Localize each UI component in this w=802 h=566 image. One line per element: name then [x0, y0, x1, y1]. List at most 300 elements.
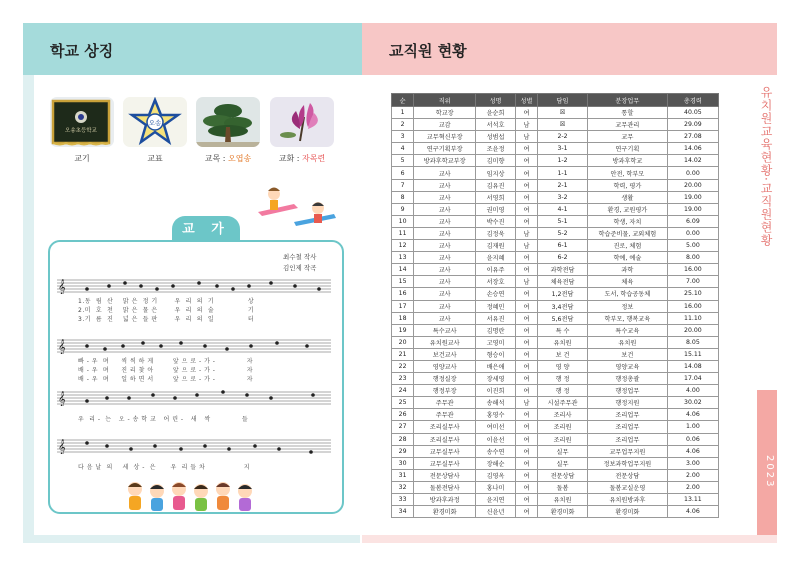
song-line-2: 2.미 호 천 맑 은 물 은 우 리 의 술 기	[78, 307, 255, 314]
cell-homeroom: ☒	[538, 107, 588, 119]
cell-no: 4	[392, 143, 414, 155]
cell-duty: 조리업무	[587, 409, 667, 421]
cell-duty: 체육	[587, 276, 667, 288]
cell-gender: 여	[515, 360, 537, 372]
cell-career: 16.00	[667, 300, 718, 312]
table-row	[392, 409, 719, 421]
cell-gender: 여	[515, 203, 537, 215]
cell-position: 교사	[414, 300, 476, 312]
cell-position: 교사	[414, 227, 476, 239]
cell-no: 13	[392, 252, 414, 264]
cell-career: 1.00	[667, 421, 718, 433]
cell-name: 성범섭	[476, 131, 516, 143]
cell-position: 돌봄전담사	[414, 481, 476, 493]
cell-career: 29.09	[667, 119, 718, 131]
cell-name: 신윤년	[476, 506, 516, 518]
cell-career: 20.00	[667, 179, 718, 191]
cell-homeroom: 5-2	[538, 227, 588, 239]
col-header-name: 성명	[476, 94, 516, 107]
table-row	[392, 252, 719, 264]
cell-name: 권미영	[476, 203, 516, 215]
cell-career: 40.05	[667, 107, 718, 119]
svg-text:𝄞: 𝄞	[58, 440, 66, 454]
cell-homeroom: 실무	[538, 445, 588, 457]
cell-no: 3	[392, 131, 414, 143]
cell-duty: 조리업무	[587, 421, 667, 433]
cell-name: 윤지혜	[476, 252, 516, 264]
cell-career: 0.00	[667, 227, 718, 239]
cell-position: 교사	[414, 252, 476, 264]
cell-gender: 여	[515, 445, 537, 457]
cell-career: 17.04	[667, 373, 718, 385]
table-row	[392, 373, 719, 385]
cell-no: 28	[392, 433, 414, 445]
table-row	[392, 506, 719, 518]
cell-career: 14.08	[667, 360, 718, 372]
cell-gender: 여	[515, 373, 537, 385]
cell-position: 조리실무사	[414, 421, 476, 433]
cell-duty: 학생, 자치	[587, 215, 667, 227]
cell-duty: 유치원	[587, 336, 667, 348]
cell-career: 20.00	[667, 324, 718, 336]
table-row	[392, 276, 719, 288]
cell-homeroom: 시설주무관	[538, 397, 588, 409]
cell-homeroom: 1-1	[538, 167, 588, 179]
cell-gender: 여	[515, 421, 537, 433]
cell-no: 6	[392, 167, 414, 179]
col-header-position: 직위	[414, 94, 476, 107]
cell-no: 33	[392, 494, 414, 506]
cell-gender: 여	[515, 179, 537, 191]
table-row	[392, 143, 719, 155]
school-tree-image	[196, 97, 260, 147]
table-row	[392, 360, 719, 372]
cell-duty: 방과후학교	[587, 155, 667, 167]
emblem-icon	[123, 97, 187, 147]
cell-no: 23	[392, 373, 414, 385]
cell-homeroom: 5-1	[538, 215, 588, 227]
cell-gender: 여	[515, 385, 537, 397]
cell-duty: 교무	[587, 131, 667, 143]
cell-no: 25	[392, 397, 414, 409]
song-line-5: 배 - 우 며 진 리 찾 아 앞 으 로 - 가 - 자	[78, 367, 254, 374]
cell-duty: 학예, 예술	[587, 252, 667, 264]
cell-duty: 특수교육	[587, 324, 667, 336]
table-row	[392, 469, 719, 481]
music-staff-3	[57, 390, 331, 406]
table-row	[392, 385, 719, 397]
col-header-gender: 성별	[515, 94, 537, 107]
cell-gender: 여	[515, 288, 537, 300]
cell-name: 배은애	[476, 360, 516, 372]
cell-position: 교사	[414, 264, 476, 276]
music-staff-4	[57, 438, 331, 454]
cell-career: 6.09	[667, 215, 718, 227]
cell-duty: 영양교육	[587, 360, 667, 372]
svg-text:𝄞: 𝄞	[58, 280, 66, 294]
cell-no: 10	[392, 215, 414, 227]
cell-career: 14.06	[667, 143, 718, 155]
cell-name: 홍나미	[476, 481, 516, 493]
cell-duty: 생활	[587, 191, 667, 203]
cell-duty: 정보	[587, 300, 667, 312]
cell-gender: 남	[515, 397, 537, 409]
table-row	[392, 312, 719, 324]
cell-position: 행정부장	[414, 385, 476, 397]
table-row	[392, 336, 719, 348]
cell-homeroom: 2-2	[538, 131, 588, 143]
cell-duty: 도서, 학습공동체	[587, 288, 667, 300]
table-row	[392, 179, 719, 191]
cell-gender: 남	[515, 276, 537, 288]
cell-homeroom: 5,6전담	[538, 312, 588, 324]
col-header-no: 순	[392, 94, 414, 107]
col-header-duty: 분장업무	[587, 94, 667, 107]
cell-gender: 여	[515, 457, 537, 469]
staff-table-header-row	[392, 94, 719, 107]
cell-gender: 여	[515, 433, 537, 445]
cell-homeroom: 3-1	[538, 143, 588, 155]
staff-table-body	[392, 107, 719, 518]
cell-career: 15.11	[667, 348, 718, 360]
cell-homeroom: 영 양	[538, 360, 588, 372]
table-row	[392, 397, 719, 409]
cell-duty: 교무업무지원	[587, 445, 667, 457]
magnolia-icon	[270, 97, 334, 147]
cell-gender: 여	[515, 481, 537, 493]
cell-career: 2.00	[667, 469, 718, 481]
song-lyricist: 최수철 작사	[283, 253, 317, 261]
cell-position: 교사	[414, 203, 476, 215]
cell-name: 이윤선	[476, 433, 516, 445]
cell-homeroom: 특 수	[538, 324, 588, 336]
cell-name: 송수연	[476, 445, 516, 457]
cell-homeroom: 2-1	[538, 179, 588, 191]
cell-position: 교무실무사	[414, 457, 476, 469]
song-line-7: 우 리 - 는 오 - 송 학 교 어 린 - 새 싹 들	[78, 416, 249, 423]
symbol-label-flower: 교화 : 자목련	[278, 154, 326, 163]
cell-gender: 남	[515, 131, 537, 143]
cell-career: 30.02	[667, 397, 718, 409]
flag-text: 오송초등학교	[65, 128, 97, 134]
pine-tree-icon	[196, 97, 260, 147]
side-section-title: 유치원교육현황·교직원현황	[759, 86, 773, 247]
cell-name: 손승연	[476, 288, 516, 300]
cell-career: 0.06	[667, 433, 718, 445]
cell-name: 조윤정	[476, 143, 516, 155]
cell-homeroom: 행 정	[538, 373, 588, 385]
table-row	[392, 240, 719, 252]
cell-career: 25.10	[667, 288, 718, 300]
cell-homeroom: 조리원	[538, 433, 588, 445]
svg-text:𝄞: 𝄞	[58, 340, 66, 354]
cell-no: 31	[392, 469, 414, 481]
cell-career: 13.11	[667, 494, 718, 506]
table-row	[392, 191, 719, 203]
cell-name: 서석호	[476, 119, 516, 131]
cell-duty: 안전, 학부모	[587, 167, 667, 179]
flag-icon	[50, 97, 114, 147]
school-symbols-title: 학교 상징	[50, 42, 114, 60]
cell-position: 교사	[414, 179, 476, 191]
school-flower-image	[270, 97, 334, 147]
cell-duty: 진로, 체험	[587, 240, 667, 252]
cell-duty: 학습준비물, 교외체험	[587, 227, 667, 239]
cell-position: 주무관	[414, 397, 476, 409]
table-row	[392, 433, 719, 445]
table-row	[392, 107, 719, 119]
cell-duty: 행정업무	[587, 385, 667, 397]
cell-name: 윤순희	[476, 107, 516, 119]
cell-no: 7	[392, 179, 414, 191]
table-row	[392, 494, 719, 506]
cell-career: 0.00	[667, 167, 718, 179]
cell-duty: 학력, 평가	[587, 179, 667, 191]
cell-homeroom: 1-2	[538, 155, 588, 167]
song-line-1: 1.동 림 산 맑 은 정 기 우 리 의 기 상	[78, 298, 255, 305]
table-row	[392, 203, 719, 215]
cell-name: 고영미	[476, 336, 516, 348]
col-header-homeroom: 담임	[538, 94, 588, 107]
cell-no: 20	[392, 336, 414, 348]
cell-no: 12	[392, 240, 414, 252]
table-row	[392, 300, 719, 312]
cell-homeroom: 4-1	[538, 203, 588, 215]
cell-duty: 돌봄교실운영	[587, 481, 667, 493]
cell-homeroom: 체육전담	[538, 276, 588, 288]
symbol-label-tree: 교목 : 오엽송	[204, 154, 252, 163]
cell-career: 8.05	[667, 336, 718, 348]
cell-career: 2.00	[667, 481, 718, 493]
cell-gender: 여	[515, 348, 537, 360]
cell-name: 이유주	[476, 264, 516, 276]
school-flag-image	[50, 97, 114, 147]
cell-gender: 여	[515, 155, 537, 167]
cell-gender: 여	[515, 300, 537, 312]
cell-homeroom: 1,2전담	[538, 288, 588, 300]
cell-homeroom: 돌봄	[538, 481, 588, 493]
cell-homeroom: 실무	[538, 457, 588, 469]
cell-duty: 조리업무	[587, 433, 667, 445]
cell-homeroom: 유치원	[538, 494, 588, 506]
cell-name: 김명란	[476, 324, 516, 336]
cell-position: 교사	[414, 276, 476, 288]
cell-no: 34	[392, 506, 414, 518]
symbol-label-flag: 교기	[74, 154, 90, 163]
cell-gender: 남	[515, 119, 537, 131]
cell-homeroom: 6-2	[538, 252, 588, 264]
cell-name: 형승이	[476, 348, 516, 360]
cell-name: 장세영	[476, 373, 516, 385]
cell-position: 연구기획부장	[414, 143, 476, 155]
cell-no: 19	[392, 324, 414, 336]
cell-gender: 여	[515, 409, 537, 421]
cell-position: 교사	[414, 167, 476, 179]
cell-career: 11.10	[667, 312, 718, 324]
children-group-icon	[120, 477, 270, 517]
cell-duty: 환경미화	[587, 506, 667, 518]
col-header-career: 총경력	[667, 94, 718, 107]
cell-homeroom: 환경미화	[538, 506, 588, 518]
cell-homeroom: 조리원	[538, 421, 588, 433]
cell-gender: 여	[515, 469, 537, 481]
cell-no: 30	[392, 457, 414, 469]
table-row	[392, 445, 719, 457]
cell-career: 4.06	[667, 506, 718, 518]
cell-name: 김정욱	[476, 227, 516, 239]
cell-career: 5.00	[667, 240, 718, 252]
table-row	[392, 119, 719, 131]
school-song-tab: 교 가	[172, 216, 240, 242]
staff-table	[391, 93, 719, 518]
table-row	[392, 457, 719, 469]
kids-illustration-icon	[254, 182, 340, 240]
cell-no: 9	[392, 203, 414, 215]
cell-duty: 교무관리	[587, 119, 667, 131]
cell-no: 5	[392, 155, 414, 167]
cell-name: 윤지연	[476, 494, 516, 506]
cell-position: 전문상담사	[414, 469, 476, 481]
cell-position: 조리실무사	[414, 433, 476, 445]
cell-no: 11	[392, 227, 414, 239]
cell-name: 정혜민	[476, 300, 516, 312]
cell-duty: 행정총괄	[587, 373, 667, 385]
cell-career: 7.00	[667, 276, 718, 288]
table-row	[392, 324, 719, 336]
cell-position: 방과후과정	[414, 494, 476, 506]
cell-career: 16.00	[667, 264, 718, 276]
table-row	[392, 348, 719, 360]
cell-gender: 여	[515, 167, 537, 179]
cell-position: 교사	[414, 240, 476, 252]
staff-title: 교직원 현황	[389, 42, 467, 60]
cell-no: 21	[392, 348, 414, 360]
cell-position: 보건교사	[414, 348, 476, 360]
cell-no: 26	[392, 409, 414, 421]
cell-position: 교감	[414, 119, 476, 131]
cell-gender: 여	[515, 107, 537, 119]
cell-no: 18	[392, 312, 414, 324]
cell-name: 송해석	[476, 397, 516, 409]
cell-position: 교사	[414, 191, 476, 203]
cell-homeroom: 전문상담	[538, 469, 588, 481]
cell-duty: 통할	[587, 107, 667, 119]
school-emblem-image	[123, 97, 187, 147]
cell-position: 교사	[414, 215, 476, 227]
cell-no: 22	[392, 360, 414, 372]
cell-no: 15	[392, 276, 414, 288]
table-row	[392, 155, 719, 167]
cell-name: 김영옥	[476, 469, 516, 481]
cell-duty: 연구기획	[587, 143, 667, 155]
cell-no: 8	[392, 191, 414, 203]
cell-career: 4.06	[667, 409, 718, 421]
cell-duty: 보건	[587, 348, 667, 360]
cell-duty: 행정지원	[587, 397, 667, 409]
cell-position: 교무실무사	[414, 445, 476, 457]
music-staff-1	[57, 278, 331, 294]
song-credits	[283, 252, 316, 274]
svg-text:𝄞: 𝄞	[58, 392, 66, 406]
song-line-6: 배 - 우 며 일 하 면 서 앞 으 로 - 가 - 자	[78, 376, 254, 383]
cell-name: 김미향	[476, 155, 516, 167]
cell-career: 14.02	[667, 155, 718, 167]
cell-career: 19.00	[667, 191, 718, 203]
table-row	[392, 264, 719, 276]
cell-career: 27.08	[667, 131, 718, 143]
cell-gender: 여	[515, 336, 537, 348]
cell-homeroom: 3,4전담	[538, 300, 588, 312]
cell-career: 3.00	[667, 457, 718, 469]
table-row	[392, 288, 719, 300]
cell-position: 특수교사	[414, 324, 476, 336]
cell-position: 유치원교사	[414, 336, 476, 348]
table-row	[392, 215, 719, 227]
cell-position: 교사	[414, 312, 476, 324]
cell-gender: 여	[515, 252, 537, 264]
cell-gender: 여	[515, 506, 537, 518]
cell-no: 1	[392, 107, 414, 119]
table-row	[392, 481, 719, 493]
cell-name: 여미선	[476, 421, 516, 433]
cell-homeroom: 유치원	[538, 336, 588, 348]
cell-homeroom: 3-2	[538, 191, 588, 203]
cell-gender: 여	[515, 264, 537, 276]
cell-career: 19.00	[667, 203, 718, 215]
cell-gender: 여	[515, 191, 537, 203]
cell-duty: 정보과학업무지원	[587, 457, 667, 469]
cell-name: 서장호	[476, 276, 516, 288]
song-line-4: 빠 - 우 며 씩 씩 하 게 앞 으 로 - 가 - 자	[78, 358, 254, 365]
cell-name: 김유진	[476, 179, 516, 191]
cell-name: 이진희	[476, 385, 516, 397]
side-year: 2023	[764, 455, 775, 489]
table-row	[392, 421, 719, 433]
cell-position: 영양교사	[414, 360, 476, 372]
cell-position: 교사	[414, 288, 476, 300]
cell-position: 행정실장	[414, 373, 476, 385]
cell-career: 4.06	[667, 445, 718, 457]
cell-no: 2	[392, 119, 414, 131]
cell-name: 장해순	[476, 457, 516, 469]
cell-no: 29	[392, 445, 414, 457]
cell-gender: 여	[515, 324, 537, 336]
cell-homeroom: 행 정	[538, 385, 588, 397]
cell-gender: 여	[515, 215, 537, 227]
cell-name: 박수진	[476, 215, 516, 227]
cell-no: 24	[392, 385, 414, 397]
emblem-text: 오송	[148, 119, 162, 127]
cell-name: 임지상	[476, 167, 516, 179]
cell-name: 김재원	[476, 240, 516, 252]
cell-no: 32	[392, 481, 414, 493]
cell-no: 27	[392, 421, 414, 433]
cell-homeroom: 조리사	[538, 409, 588, 421]
cell-career: 4.00	[667, 385, 718, 397]
cell-homeroom: 6-1	[538, 240, 588, 252]
cell-duty: 과학	[587, 264, 667, 276]
table-row	[392, 167, 719, 179]
cell-homeroom: 보 건	[538, 348, 588, 360]
cell-duty: 유치원방과후	[587, 494, 667, 506]
cell-duty: 환경, 교원평가	[587, 203, 667, 215]
cell-position: 방과후학교부장	[414, 155, 476, 167]
music-staff-2	[57, 338, 331, 354]
cell-gender: 남	[515, 240, 537, 252]
cell-gender: 남	[515, 227, 537, 239]
cell-gender: 여	[515, 312, 537, 324]
cell-career: 8.00	[667, 252, 718, 264]
